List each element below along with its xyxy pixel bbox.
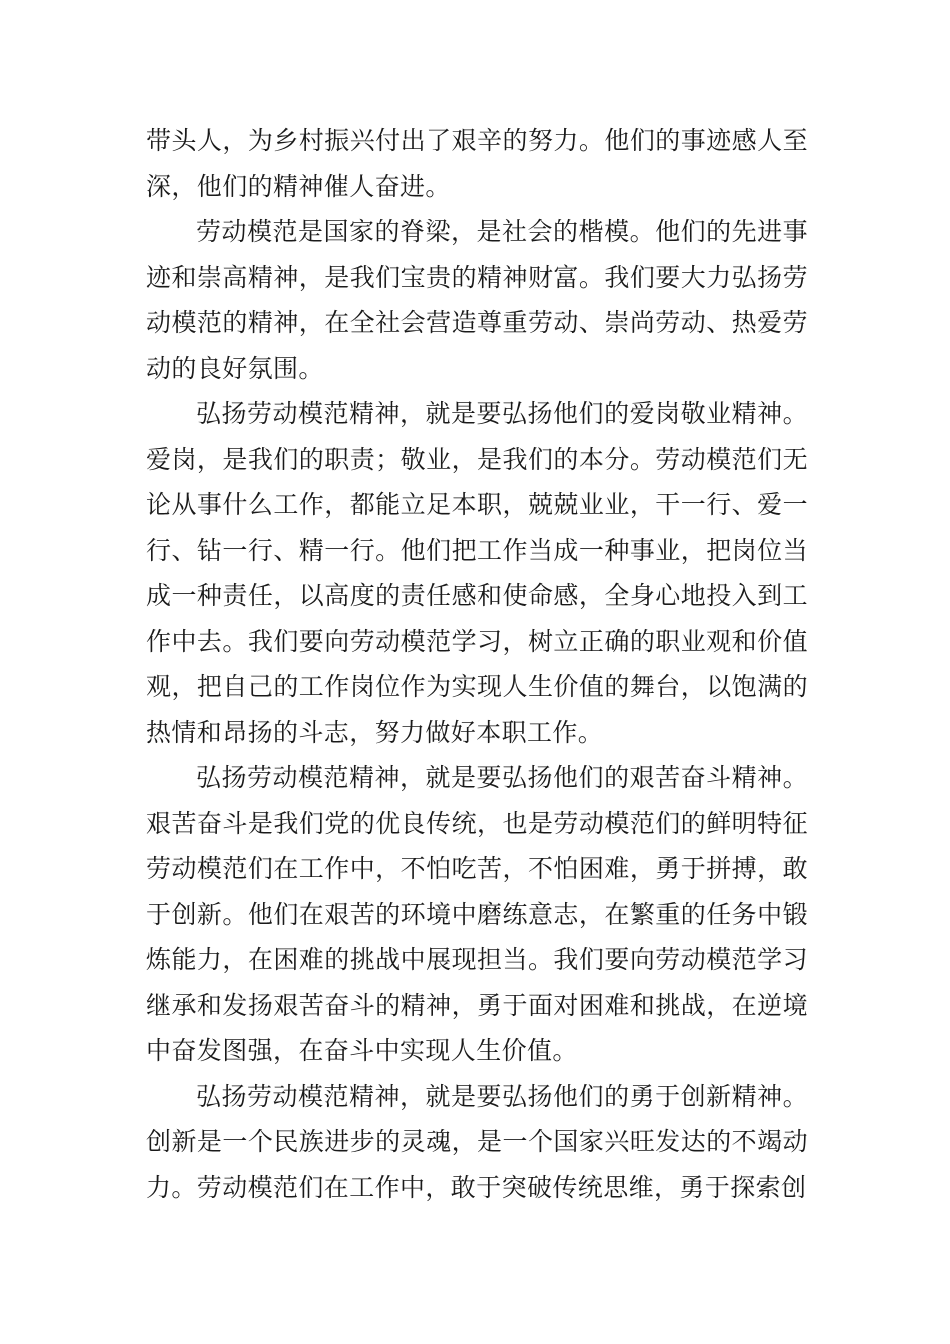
paragraph-dedication-spirit: 弘扬劳动模范精神，就是要弘扬他们的爱岗敬业精神。爱岗，是我们的职责；敬业，是我们的本分。劳动模范们无论从事什么工作，都能立足本职，兢兢业业，干一行、爱一行、钻一行、精一行。他们把工作当成一种事业，把岗位当成一种责任，以高度的责任感和使命感，全身心地投入到工作中去。我们要向劳动模范学习，树立正确的职业观和价值观，把自己的工作岗位作为实现人生价值的舞台，以饱满的热情和昂扬的斗志，努力做好本职工作。 bbox=[146, 399, 808, 747]
paragraph-continuation: 带头人，为乡村振兴付出了艰辛的努力。他们的事迹感人至深，他们的精神催人奋进。 bbox=[146, 126, 808, 201]
paragraph-hard-work-spirit: 弘扬劳动模范精神，就是要弘扬他们的艰苦奋斗精神。艰苦奋斗是我们党的优良传统，也是劳动模范们的鲜明特征劳动模范们在工作中，不怕吃苦，不怕困难，勇于拼搏，敢于创新。他们在艰苦的环境中磨练意志，在繁重的任务中锻炼能力，在困难的挑战中展现担当。我们要向劳动模范学习继承和发扬艰苦奋斗的精神，勇于面对困难和挑战，在逆境中奋发图强，在奋斗中实现人生价值。 bbox=[146, 763, 808, 1065]
paragraph-model-workers-value: 劳动模范是国家的脊梁，是社会的楷模。他们的先进事迹和崇高精神，是我们宝贵的精神财富。我们要大力弘扬劳动模范的精神，在全社会营造尊重劳动、崇尚劳动、热爱劳动的良好氛围。 bbox=[146, 217, 808, 383]
document-page bbox=[146, 118, 808, 1210]
paragraph-innovation-spirit: 弘扬劳动模范精神，就是要弘扬他们的勇于创新精神。创新是一个民族进步的灵魂，是一个国家兴旺发达的不竭动力。劳动模范们在工作中，敢于突破传统思维，勇于探索创 bbox=[146, 1081, 808, 1202]
